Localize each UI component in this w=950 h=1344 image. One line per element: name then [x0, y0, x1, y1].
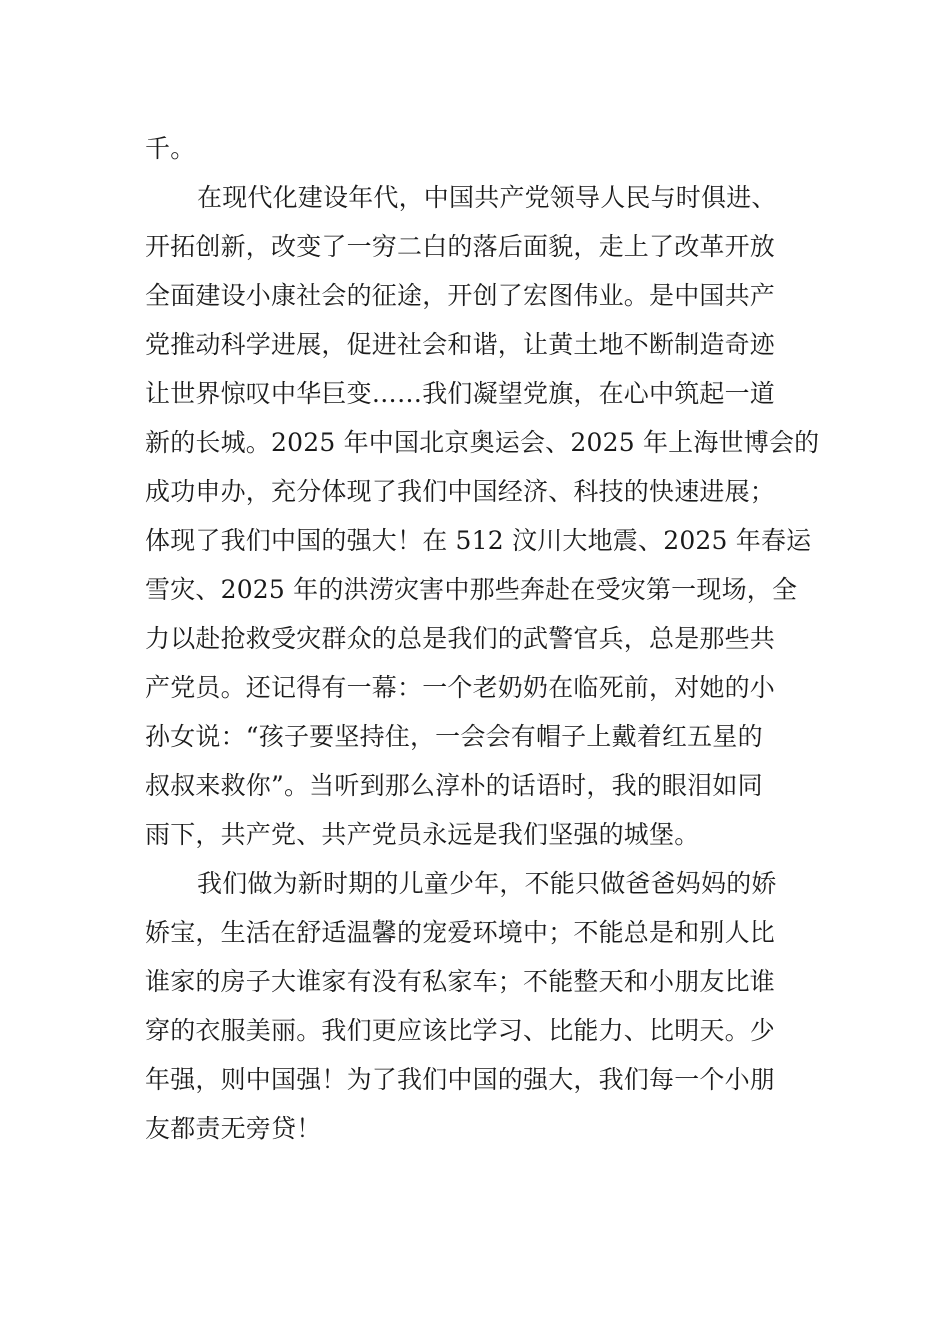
- text-line: 全面建设小康社会的征途，开创了宏图伟业。是中国共产: [145, 281, 776, 310]
- body-text: [145, 124, 820, 1153]
- text-line: 力以赴抢救受灾群众的总是我们的武警官兵，总是那些共: [145, 624, 776, 653]
- text-line: 开拓创新，改变了一穷二白的落后面貌，走上了改革开放: [145, 232, 776, 261]
- text-line: 千。: [145, 134, 196, 163]
- text-line: 谁家的房子大谁家有没有私家车；不能整天和小朋友比谁: [145, 967, 776, 996]
- text-line: 我们做为新时期的儿童少年，不能只做爸爸妈妈的娇: [197, 869, 777, 898]
- text-line: 党推动科学进展，促进社会和谐，让黄土地不断制造奇迹: [145, 330, 776, 359]
- text-line: 叔叔来救你”。当听到那么淳朴的话语时，我的眼泪如同: [145, 771, 763, 800]
- text-line: 雪灾、2025 年的洪涝灾害中那些奔赴在受灾第一现场，全: [145, 575, 798, 604]
- text-line: 友都责无旁贷！: [145, 1114, 322, 1143]
- text-line: 让世界惊叹中华巨变……我们凝望党旗，在心中筑起一道: [145, 379, 776, 408]
- text-line: 娇宝，生活在舒适温馨的宠爱环境中；不能总是和别人比: [145, 918, 776, 947]
- text-line: 新的长城。2025 年中国北京奥运会、2025 年上海世博会的: [145, 428, 820, 457]
- text-line: 穿的衣服美丽。我们更应该比学习、比能力、比明天。少: [145, 1016, 776, 1045]
- text-line: 雨下，共产党、共产党员永远是我们坚强的城堡。: [145, 820, 700, 849]
- text-line: 产党员。还记得有一幕：一个老奶奶在临死前，对她的小: [145, 673, 776, 702]
- text-line: 成功申办，充分体现了我们中国经济、科技的快速进展；: [145, 477, 776, 506]
- text-line: 体现了我们中国的强大！在 512 汶川大地震、2025 年春运: [145, 526, 812, 555]
- text-line: 年强，则中国强！为了我们中国的强大，我们每一个小朋: [145, 1065, 776, 1094]
- text-line: 孙女说：“孩子要坚持住，一会会有帽子上戴着红五星的: [145, 722, 763, 751]
- text-line: 在现代化建设年代，中国共产党领导人民与时俱进、: [197, 183, 777, 212]
